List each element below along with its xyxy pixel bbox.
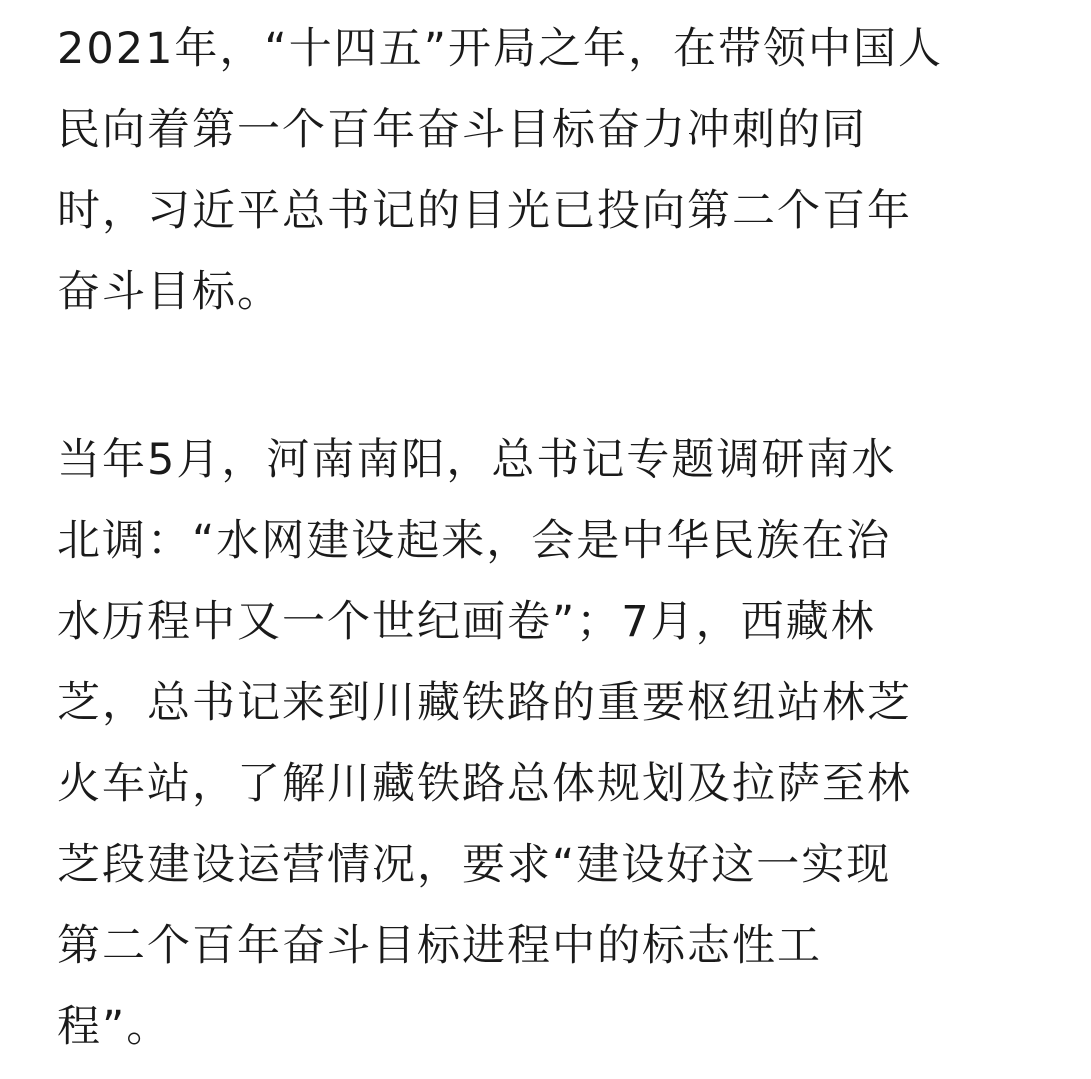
paragraph-line: 2021年，“十四五”开局之年，在带领中国人 — [57, 24, 943, 74]
paragraph-line: 奋斗目标。 — [57, 267, 282, 317]
paragraph-line: 芝，总书记来到川藏铁路的重要枢纽站林芝 — [57, 678, 912, 728]
paragraph-line: 时，习近平总书记的目光已投向第二个百年 — [57, 186, 912, 236]
paragraph-line: 水历程中又一个世纪画卷”；7月，西藏林 — [57, 597, 876, 647]
paragraph-line: 程”。 — [57, 1002, 172, 1052]
paragraph-line: 第二个百年奋斗目标进程中的标志性工 — [57, 921, 822, 971]
article-paragraph-2 — [57, 420, 1035, 1068]
paragraph-line: 民向着第一个百年奋斗目标奋力冲刺的同 — [57, 105, 867, 155]
paragraph-line: 火车站，了解川藏铁路总体规划及拉萨至林 — [57, 759, 912, 809]
article-paragraph-1 — [57, 0, 1035, 333]
paragraph-line: 北调：“水网建设起来，会是中华民族在治 — [57, 516, 892, 566]
paragraph-line: 芝段建设运营情况，要求“建设好这一实现 — [57, 840, 892, 890]
paragraph-line: 当年5月，河南南阳，总书记专题调研南水 — [57, 435, 897, 485]
